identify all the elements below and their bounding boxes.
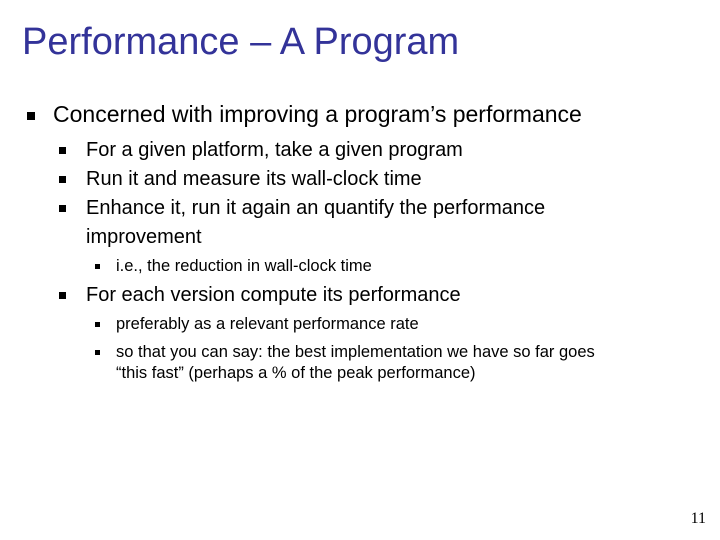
sub-bullet-text-line: Enhance it, run it again an quantify the performance (86, 197, 546, 219)
square-bullet-icon (59, 205, 66, 212)
square-bullet-icon (59, 147, 66, 154)
square-bullet-icon (59, 292, 66, 299)
sub-sub-bullet-text: i.e., the reduction in wall-clock time (116, 257, 372, 275)
sub-bullet-text: For each version compute its performance (86, 284, 461, 306)
page-number: 11 (690, 510, 706, 527)
sub-sub-bullet-text: preferably as a relevant performance rate (116, 315, 419, 333)
square-bullet-icon (95, 322, 100, 327)
bullet-text: Concerned with improving a program’s performance (53, 101, 582, 127)
sub-bullet-text: Run it and measure its wall-clock time (86, 168, 422, 190)
sub-bullet-text: For a given platform, take a given program (86, 139, 463, 161)
sub-bullet-text-line: improvement (86, 226, 202, 248)
square-bullet-icon (95, 264, 100, 269)
slide-title: Performance – A Program (22, 21, 460, 63)
square-bullet-icon (27, 112, 35, 120)
sub-sub-bullet-text-line: so that you can say: the best implementation we have so far goes (116, 343, 595, 361)
sub-sub-bullet-text-line: “this fast” (perhaps a % of the peak performance) (116, 364, 476, 382)
square-bullet-icon (95, 350, 100, 355)
square-bullet-icon (59, 176, 66, 183)
